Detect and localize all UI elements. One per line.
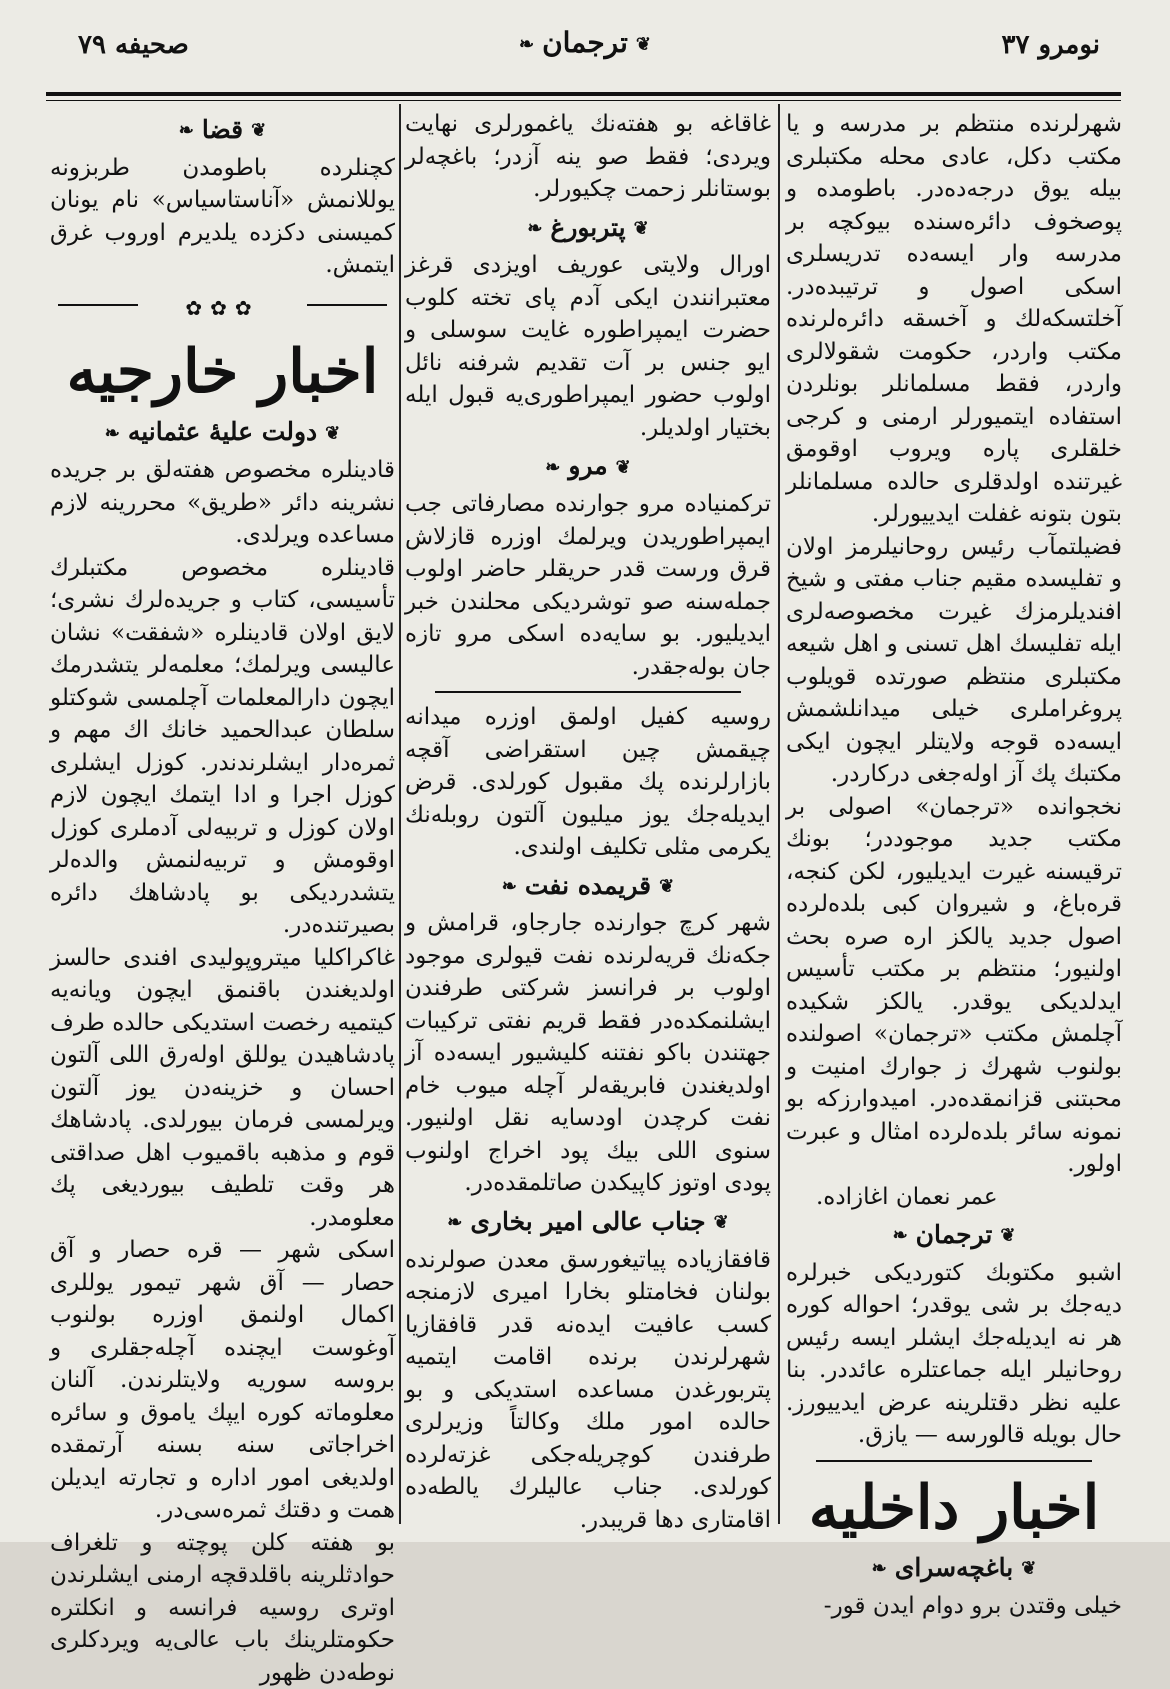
section-heading-text: ترجمان [916,1220,993,1249]
column-1 [786,108,1122,1533]
article-paragraph: اشبو مکتوبك کتوردیکی خبرلره دیه‌جك بر شی یوقدر؛ احواله کوره هر نه ایدیله‌جك ایشلر ایسه رئیس روحانیلر ایله جماعتلره عائددر. بنا علیه نظر دقتلرینه عرض ایدییورز. حال بویله قالورسه — یازق. [786,1257,1122,1452]
section-banner: اخبار داخلیه [786,1470,1122,1546]
ornament-icon: ❦ [634,213,649,246]
ornament-icon: ❧ [527,213,542,246]
section-heading [786,1219,1122,1253]
divider [816,1460,1092,1462]
ornament-icon: ❦ [1021,1553,1036,1586]
issue-number: نومرو ٣٧ [1002,30,1101,60]
ornament-icon: ❧ [893,1220,908,1253]
ornament-icon: ❧ [105,418,120,451]
header-rule-thin [46,100,1121,101]
article-paragraph: شهر کرچ جوارنده جارجاو، قرامش و جکه‌نك قریه‌لرنده نفت قیولری موجود اولوب بر فرانسز شرکتی طرفندن ایشلنمکده‌در فقط قریم نفتی ترکیبات جهتندن باکو نفتنه کلیشیور ایسه‌ده آز اولدیغندن فابریقه‌لر آچله میوب خام نفت کرچدن اودسایه نقل اولنیور. سنوی اللی بیك پود اخراج اولنوب پودی اوتوز کاپیکدن صاتلمقده‌در. [405,907,771,1200]
ornament-icon: ❧ [179,115,194,148]
newspaper-title [511,26,659,59]
ornament-icon: ❧ [447,1207,462,1240]
ornament-icon: ❧ [872,1553,887,1586]
section-heading-text: باغچه‌سرای [895,1553,1013,1582]
article-paragraph: کچنلرده باطومدن طربزونه یوللانمش «آناستاسیاس» نام یونان کمیسنی دکزده یلدیرم اوروب غرق ایتمش. [50,152,395,282]
section-heading [405,450,771,484]
section-heading [405,870,771,904]
newspaper-title-text: ترجمان [542,26,628,59]
ornament-icon: ❦ [659,871,674,904]
column-2 [405,108,771,1533]
article-paragraph: روسیه کفیل اولمق اوزره میدانه چیقمش چین استقراضی آقچه بازارلرنده پك مقبول کورلدی. قرض ایدیله‌جك یوز میلیون آلتون روبله‌نك یکرمی مثلی تکلیف اولندی. [405,701,771,864]
author-signature: عمر نعمان اغازاده. [786,1181,1122,1214]
article-paragraph: اورال ولایتی عوریف اویزدی قرغز معتبرانندن ایکی آدم پای تخته کلوب حضرت ایمپراطوره غایت سوسلی و ایو جنس بر آت تقدیم شرفنه نائل اولوب حضور ایمپراطوری‌یه قبول ایله بختیار اولدیلر. [405,249,771,444]
section-heading-text: قریمده نفت [525,871,651,900]
section-heading-text: قضا [202,115,243,144]
divider [435,691,741,693]
section-heading-text: جناب عالی امیر بخاری [470,1207,705,1236]
column-divider [399,104,401,1524]
article-paragraph: ترکمنیاده مرو جوارنده مصارفاتی جب ایمپراطوریدن ویرلمك اوزره قازلاش قرق ورست قدر حریقلر حاضر اولوب جمله‌سنه صو توشردیکی محلندن خبر ایدیلیور. بو سایه‌ده اسکی مرو تازه جان بوله‌جقدر. [405,488,771,683]
column-divider [778,104,780,1524]
header-rule [46,92,1121,96]
article-paragraph: شهرلرنده منتظم بر مدرسه و یا مکتب دکل، عادی محله مکتبلری بیله یوق درجه‌ده‌در. باطومده و پوصخوف دائره‌سنده بیوکچه بر مدرسه وار ایسه‌ده تدریسلری اسکی اصول و ترتیبده‌در. آخلتسکه‌لك و آخسقه دائره‌لرنده مکتب واردر، حکومت شقولالری واردر، فقط مسلمانلر بونلردن استفاده ایتمیورلر ارمنی و کرجی خلقلری پاره ویروب اوقومق غیرتنده اولدقلری حالده مسلمانلر بتون بتونه غفلت ایدییورلر. [786,108,1122,531]
article-paragraph: اسکی شهر — قره حصار و آق حصار — آق شهر تیمور یوللری اکمال اولنمق اوزره بولنوب آوغوست ایچنده آچله‌جقلری و بروسه سوریه ولایتلرندن. آلنان معلوماته کوره ایپك یاموق و سائره اخراجاتی سنه بسنه آرتمقده اولدیغی امور اداره و تجارته ایدیلن همت و دقتك ثمره‌سی‌در. [50,1234,395,1527]
article-paragraph: فضیلتمآب رئیس روحانیلرمز اولان و تفلیسده مقیم جناب مفتی و شیخ افندیلرمزك غیرت مخصوصه‌لری ایله تفلیسك اهل تسنی و اهل شیعه مکتبلری منتظم صورتده قویلوب پروغراملری خیلی میدانلشمش ایسه‌ده قوجه ولایتلر ایچون ایکی مکتبك پك آز اوله‌جغی درکاردر. [786,531,1122,791]
article-paragraph: غاقاغه بو هفته‌نك یاغمورلری نهایت ویردی؛ فقط صو ینه آزدر؛ باغچه‌لر بوستانلر زحمت چکیورلر. [405,108,771,206]
article-paragraph: خیلی وقتدن برو دوام ایدن قور- [786,1590,1122,1623]
ornament-icon: ❧ [502,871,517,904]
ornament-icon: ❧ [519,34,534,55]
section-heading [405,212,771,246]
masthead [0,30,1170,100]
section-heading-text: مرو [568,451,607,480]
ornament-icon: ❦ [325,418,340,451]
ornament-icon: ❦ [1000,1220,1015,1253]
page-number: صحیفه ٧٩ [78,30,189,60]
article-paragraph: بو هفته کلن پوچته و تلغراف حوادثلرینه باقلدقچه ارمنی ایشلرندن اوتری روسیه فرانسه و انکلتره حکومتلرینك باب عالی‌یه ویردکلری نوطه‌دن ظهور [50,1527,395,1689]
article-paragraph: قادینلره مخصوص هفته‌لق بر جریده نشرینه دائر «طریق» محررینه لازم مساعده ویرلدی. [50,454,395,552]
section-heading-text: پتربورغ [550,213,625,242]
section-heading [405,1206,771,1240]
article-paragraph: نخجوانده «ترجمان» اصولی بر مکتب جدید موجوددر؛ بونك ترقیسنه غیرت ایدیلیور، لکن کنجه، قره‌باغ، و شیروان کبی بلده‌لرده اصول جدید یالکز اره صره بحث اولنیور؛ منتظم بر مکتب تأسیس ایدلدیکی یوقدر. یالکز شکیده آچلمش مکتب «ترجمان» اصولنده بولنوب شهرك ز جوارك امنیت و محبتنی قزانمقده‌در. امیدوارزکه بو نمونه سائر بلده‌لرده امثال و عبرت اولور. [786,791,1122,1181]
article-paragraph: قادینلره مخصوص مکتبلرك تأسیسی، کتاب و جریده‌لرك نشری؛ لایق اولان قادینلره «شفقت» نشان عالیسی ویرلمك؛ معلمه‌لر یتشدرمك ایچون دارالمعلمات آچلمسی شوکتلو سلطان عبدالحمید خانك اك مهم و ثمره‌دار ایشلرندندر. کوزل ایشلری کوزل اجرا و ادا ایتمك ایچون لازم اولان کوزل و تربیه‌لی آدملری کوزل اوقومش و تربیه‌لنمش والده‌لر یتشدردیکی بو پادشاهك دائره بصیرتنده‌در. [50,552,395,942]
ornament-icon: ❦ [616,452,631,485]
ornament-icon: ❧ [545,452,560,485]
ornament-icon: ❦ [251,115,266,148]
section-heading [50,416,395,450]
column-3 [50,108,395,1533]
ornament-icon: ❦ [714,1207,729,1240]
star-divider-icon: ✿✿✿ [50,292,395,325]
section-heading [786,1552,1122,1586]
section-heading-text: دولت علیهٔ عثمانیه [128,417,317,446]
article-paragraph: قافقازیاده پیاتیغورسق معدن صولرنده بولنان فخامتلو بخارا امیری لازمنجه کسب عافیت ایده‌نه قدر قافقازیا شهرلرندن برنده اقامت ایتمیه پتربورغدن مساعده استدیکی و بو حالده امور ملك وکالتاً وزیرلری طرفندن کوچریله‌جکی غزته‌لرده کورلدی. جناب عالیلرك یالطه‌ده اقامتاری دها قریبدر. [405,1244,771,1537]
ornament-icon: ❦ [636,34,651,55]
section-banner: اخبار خارجیه [50,334,395,410]
article-paragraph: غاکراکلیا میتروپولیدی افندی حالسز اولدیغندن باقنمق ایچون ویانه‌یه کیتمیه رخصت استدیکی حالده طرف پادشاهیدن یوللق اوله‌رق اللی آلتون احسان و خزینه‌دن یوز آلتون ویرلمسی فرمان بیورلدی. پادشاهك قوم و مذهبه باقمیوب اهل صداقتی هر وقت تلطیف بیوردیغی پك معلومدر. [50,942,395,1235]
section-heading [50,114,395,148]
